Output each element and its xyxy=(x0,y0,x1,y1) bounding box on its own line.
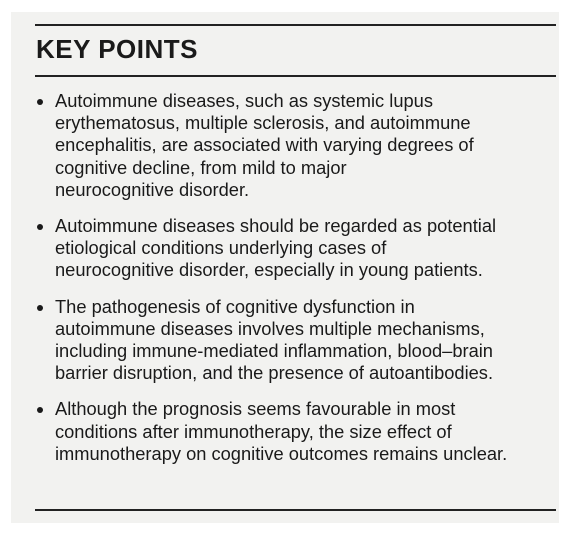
list-item xyxy=(33,90,553,201)
top-rule xyxy=(35,24,556,26)
bullet-icon xyxy=(37,305,43,311)
key-point-text: Although the prognosis seems favourable in most conditions after immunotherapy, the size effect of immunotherapy on cognitive outcomes remains unclear. xyxy=(55,398,508,464)
list-item xyxy=(33,398,553,465)
title-underline xyxy=(35,75,556,77)
bullet-icon xyxy=(37,407,43,413)
list-item xyxy=(33,296,553,385)
key-points-panel xyxy=(11,12,559,523)
key-point-text: The pathogenesis of cognitive dysfunction in autoimmune diseases involves multiple mechanisms, including immune-mediated inflammation, blood–brain barrier disruption, and the presence of autoantibodies. xyxy=(55,295,494,384)
bottom-rule xyxy=(35,509,556,511)
bullet-icon xyxy=(37,224,43,230)
key-points-list xyxy=(33,90,553,479)
bullet-icon xyxy=(37,99,43,105)
panel-title: KEY POINTS xyxy=(36,34,199,64)
key-point-text: Autoimmune diseases, such as systemic lupus erythematosus, multiple sclerosis, and autoimmune encephalitis, are associated with varying degrees of cognitive decline, from mild to major neurocognitive disorder. xyxy=(55,90,474,200)
key-point-text: Autoimmune diseases should be regarded as potential etiological conditions underlying cases of neurocognitive disorder, especially in young patients. xyxy=(55,215,497,281)
list-item xyxy=(33,215,553,282)
